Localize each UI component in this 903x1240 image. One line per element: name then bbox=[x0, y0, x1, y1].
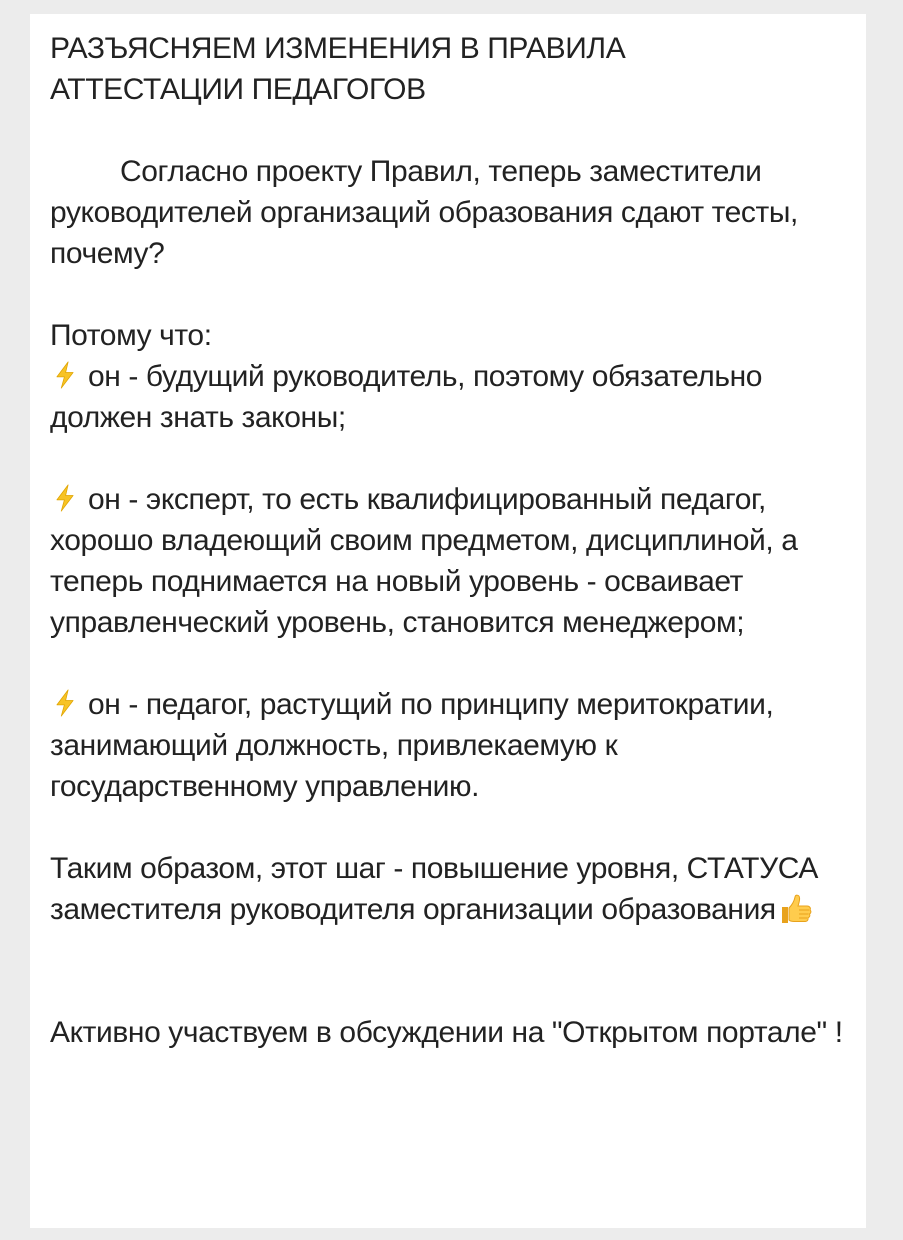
point-2-text: он - эксперт, то есть квалифицированный педагог, хорошо владеющий своим предметом, дисциплиной, а теперь поднимается на новый уровень - осваивает управленческий уровень, становится менеджером; bbox=[50, 483, 798, 639]
call-to-action: Активно участвуем в обсуждении на "Открытом портале" ! bbox=[50, 1016, 843, 1049]
post-title-line-2: АТТЕСТАЦИИ ПЕДАГОГОВ bbox=[50, 73, 426, 106]
point-1 bbox=[50, 356, 846, 438]
point-3-text: он - педагог, растущий по принципу меритократии, занимающий должность, привлекаемую к государственному управлению. bbox=[50, 688, 774, 803]
lightning-icon bbox=[50, 688, 80, 718]
message-text bbox=[50, 28, 846, 1053]
message-card bbox=[30, 14, 866, 1228]
point-2 bbox=[50, 479, 846, 643]
conclusion-text: Таким образом, этот шаг - повышение уровня, СТАТУСА заместителя руководителя организации образования bbox=[50, 852, 818, 926]
intro-paragraph: Согласно проекту Правил, теперь заместители руководителей организаций образования сдают тесты, почему? bbox=[50, 155, 798, 270]
point-1-text: он - будущий руководитель, поэтому обязательно должен знать законы; bbox=[50, 360, 763, 434]
thumbs-up-icon bbox=[778, 891, 814, 927]
lightning-icon bbox=[50, 360, 80, 390]
point-3 bbox=[50, 684, 846, 807]
post-title-line-1: РАЗЪЯСНЯЕМ ИЗМЕНЕНИЯ В ПРАВИЛА bbox=[50, 32, 626, 65]
conclusion-paragraph bbox=[50, 848, 846, 930]
because-label: Потому что: bbox=[50, 319, 212, 352]
lightning-icon bbox=[50, 483, 80, 513]
